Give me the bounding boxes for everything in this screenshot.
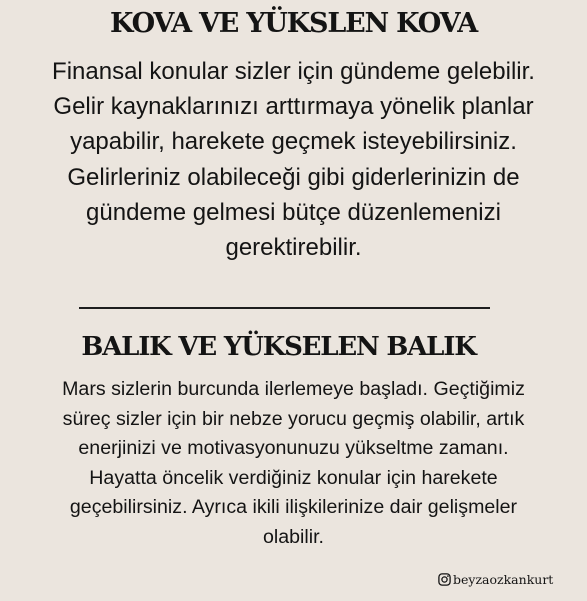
- author-handle: beyzaozkankurt: [453, 571, 554, 587]
- section1-line: Finansal konular sizler için gündeme gelebilir.: [52, 58, 535, 85]
- section2-line: geçebilirsiniz. Ayrıca ikili ilişkilerinize dair gelişmeler: [69, 496, 518, 519]
- section2-line: Mars sizlerin burcunda ilerlemeye başladı. Geçtiğimiz: [62, 378, 525, 400]
- section1-line: gerektirebilir.: [225, 234, 362, 262]
- section1-line: gündeme gelmesi bütçe düzenlemenizi: [86, 198, 501, 226]
- author-credit: [438, 569, 553, 589]
- section2-line: Hayatta öncelik verdiğiniz konular için harekete: [89, 466, 498, 489]
- section2-paragraph: [0, 375, 587, 553]
- section-divider: [79, 307, 490, 309]
- section2-line: enerjinizi ve motivasyonunuzu yükseltme zamanı.: [78, 437, 509, 460]
- section1-title: KOVA VE YÜKSLEN KOVA: [110, 8, 477, 39]
- section2-line: süreç sizler için bir nebze yorucu geçmiş olabilir, artık: [62, 407, 525, 430]
- section1-line: Gelir kaynaklarınızı arttırmaya yönelik planlar: [53, 93, 534, 121]
- section1-paragraph: [0, 54, 587, 265]
- section2-line: olabilir.: [263, 525, 324, 548]
- section1-line: yapabilir, harekete geçmek isteyebilirsiniz.: [70, 128, 517, 156]
- instagram-icon: [438, 573, 451, 586]
- section1-line: Gelirleriniz olabileceği gibi giderlerinizin de: [67, 163, 520, 191]
- section2-title: BALIK VE YÜKSELEN BALIK: [81, 332, 476, 362]
